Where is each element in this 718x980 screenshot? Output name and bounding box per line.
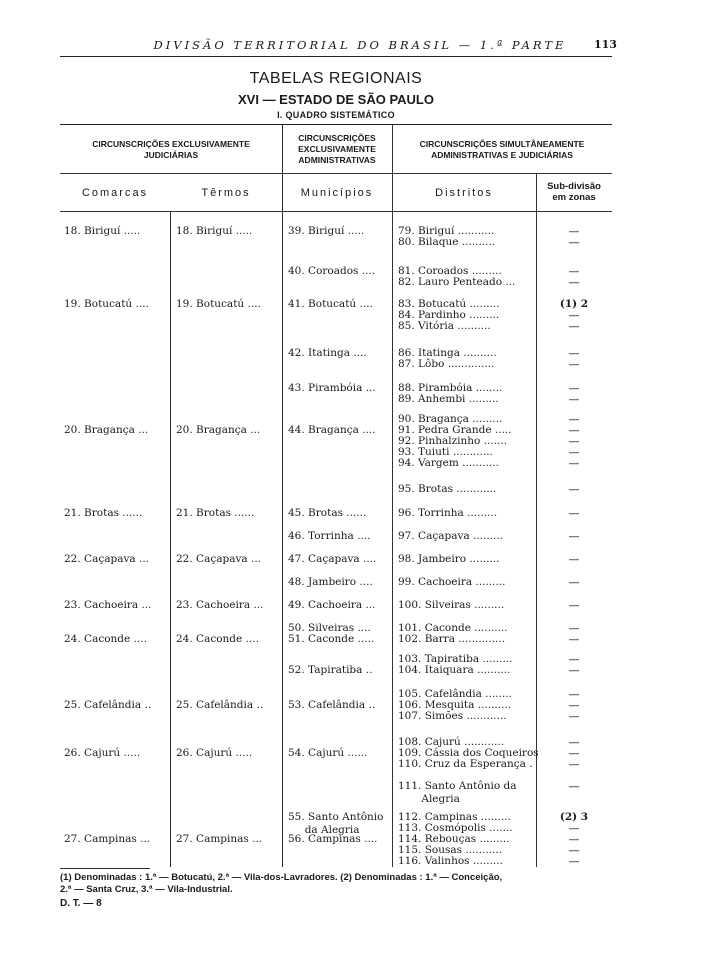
- header-divider: [60, 173, 612, 174]
- distrito-entry: 81. Coroados .........: [398, 265, 502, 277]
- distrito-entry: 115. Sousas ...........: [398, 844, 503, 856]
- footnote-rule: [60, 868, 150, 869]
- distrito-entry: 101. Caconde ..........: [398, 622, 508, 634]
- municipio-entry: 48. Jambeiro ....: [288, 576, 373, 588]
- running-head: DIVISÃO TERRITORIAL DO BRASIL — 1.ª PARTE: [153, 38, 567, 52]
- municipio-entry: 49. Cachoeira ...: [288, 599, 376, 611]
- col-header-subdivisao: Sub-divisão em zonas: [547, 181, 601, 203]
- distrito-entry: 114. Rebouças .........: [398, 833, 510, 845]
- zone-dash: —: [568, 633, 580, 646]
- zone-dash: —: [568, 382, 580, 395]
- termo-entry: 24. Caconde ....: [176, 633, 259, 645]
- distrito-entry: 85. Vitória ..........: [398, 320, 491, 332]
- distrito-entry: 98. Jambeiro .........: [398, 553, 500, 565]
- zone-dash: —: [568, 358, 580, 371]
- municipio-entry: 41. Botucatú ....: [288, 298, 373, 310]
- group-header-simultaneas: CIRCUNSCRIÇÕES SIMULTÂNEAMENTE ADMINISTRATIVAS E JUDICIÁRIAS: [419, 139, 585, 160]
- zone-dash: —: [568, 276, 580, 289]
- distrito-entry: 91. Pedra Grande .....: [398, 424, 512, 436]
- municipio-entry: 54. Cajurú ......: [288, 747, 368, 759]
- distrito-entry: 110. Cruz da Esperança .: [398, 758, 533, 770]
- col-header-termos: Têrmos: [201, 187, 251, 199]
- distrito-entry: 79. Biriguí ...........: [398, 225, 495, 237]
- comarca-entry: 18. Biriguí .....: [64, 225, 141, 237]
- page-title: TABELAS REGIONAIS: [249, 70, 423, 87]
- col-rule-3: [392, 125, 393, 867]
- zone-count: (2) 3: [559, 811, 589, 823]
- distrito-entry: 106. Mesquita ..........: [398, 699, 512, 711]
- municipio-entry: 43. Pirambóia ...: [288, 382, 376, 394]
- distrito-entry: 107. Simões ............: [398, 710, 507, 722]
- distrito-entry: 86. Itatinga ..........: [398, 347, 497, 359]
- municipio-entry: 53. Cafelândia ..: [288, 699, 376, 711]
- page-subtitle: XVI — ESTADO DE SÃO PAULO: [238, 92, 434, 107]
- municipio-entry: 39. Biriguí .....: [288, 225, 365, 237]
- header-rule: [60, 56, 612, 57]
- municipio-entry: 44. Bragança ....: [288, 424, 376, 436]
- zone-dash: —: [568, 320, 580, 333]
- distrito-entry: 90. Bragança .........: [398, 413, 503, 425]
- zone-dash: —: [568, 855, 580, 868]
- zone-dash: —: [568, 844, 580, 857]
- zone-dash: —: [568, 576, 580, 589]
- col-header-comarcas: Comarcas: [81, 187, 149, 199]
- zone-dash: —: [568, 833, 580, 846]
- municipio-entry: 55. Santo Antônio da Alegria: [288, 811, 384, 836]
- col-rule-2: [282, 125, 283, 867]
- zone-dash: —: [568, 424, 580, 437]
- distrito-entry: 104. Itaiquara ..........: [398, 664, 511, 676]
- municipio-entry: 45. Brotas ......: [288, 507, 367, 519]
- termo-entry: 21. Brotas ......: [176, 507, 255, 519]
- zone-dash: —: [568, 265, 580, 278]
- col-header-distritos: Distritos: [435, 187, 493, 199]
- group-header-administrativas: CIRCUNSCRIÇÕES EXCLUSIVAMENTE ADMINISTRATIVAS: [298, 133, 376, 165]
- municipio-entry: 50. Silveiras ....: [288, 622, 371, 634]
- comarca-entry: 27. Campinas ...: [64, 833, 151, 845]
- municipio-entry: 46. Torrinha ....: [288, 530, 371, 542]
- termo-entry: 26. Cajurú .....: [176, 747, 253, 759]
- municipio-entry: 51. Caconde .....: [288, 633, 375, 645]
- zone-dash: —: [568, 736, 580, 749]
- zone-dash: —: [568, 347, 580, 360]
- distrito-entry: 99. Cachoeira .........: [398, 576, 506, 588]
- zone-dash: —: [568, 599, 580, 612]
- distrito-entry: 84. Pardinho .........: [398, 309, 500, 321]
- distrito-entry: 116. Valinhos .........: [398, 855, 503, 867]
- municipio-entry: 47. Caçapava ....: [288, 553, 377, 565]
- distrito-entry: 108. Cajurú ............: [398, 736, 505, 748]
- zone-dash: —: [568, 225, 580, 238]
- distrito-entry: 92. Pinhalzinho .......: [398, 435, 508, 447]
- municipio-entry: 52. Tapiratiba ..: [288, 664, 373, 676]
- distrito-entry: 82. Lauro Penteado ...: [398, 276, 516, 288]
- zone-dash: —: [568, 413, 580, 426]
- comarca-entry: 25. Cafelândia ..: [64, 699, 152, 711]
- termo-entry: 23. Cachoeira ...: [176, 599, 264, 611]
- zone-dash: —: [568, 435, 580, 448]
- comarca-entry: 20. Bragança ...: [64, 424, 149, 436]
- zone-dash: —: [568, 780, 580, 793]
- zone-dash: —: [568, 822, 580, 835]
- termo-entry: 27. Campinas ...: [176, 833, 263, 845]
- termo-entry: 18. Biriguí .....: [176, 225, 253, 237]
- distrito-entry: 95. Brotas ............: [398, 483, 497, 495]
- zone-dash: —: [568, 553, 580, 566]
- section-title: I. QUADRO SISTEMÁTICO: [277, 110, 395, 120]
- col-rule-1: [170, 211, 171, 867]
- zone-dash: —: [568, 446, 580, 459]
- zone-dash: —: [568, 530, 580, 543]
- zone-dash: —: [568, 688, 580, 701]
- zone-dash: —: [568, 710, 580, 723]
- comarca-entry: 26. Cajurú .....: [64, 747, 141, 759]
- distrito-entry: 105. Cafelândia ........: [398, 688, 512, 700]
- footnote-line-2: 2.ª — Santa Cruz, 3.ª — Vila-Industrial.: [60, 884, 233, 895]
- col-header-municipios: Municípios: [300, 187, 374, 199]
- zone-dash: —: [568, 507, 580, 520]
- distrito-entry: 93. Tuiuti ............: [398, 446, 493, 458]
- column-header-divider: [60, 211, 612, 212]
- municipio-entry: 40. Coroados ....: [288, 265, 376, 277]
- zone-dash: —: [568, 622, 580, 635]
- distrito-entry: 94. Vargem ...........: [398, 457, 499, 469]
- zone-dash: —: [568, 483, 580, 496]
- comarca-entry: 24. Caconde ....: [64, 633, 147, 645]
- distrito-entry: 103. Tapiratiba .........: [398, 653, 513, 665]
- col-rule-4: [536, 173, 537, 867]
- group-header-judiciarias: CIRCUNSCRIÇÕES EXCLUSIVAMENTE JUDICIÁRIAS: [92, 139, 250, 160]
- distrito-entry: 111. Santo Antônio da Alegria: [398, 780, 517, 805]
- distrito-entry: 100. Silveiras .........: [398, 599, 505, 611]
- distrito-entry: 109. Cássia dos Coqueiros: [398, 747, 539, 759]
- zone-dash: —: [568, 699, 580, 712]
- zone-dash: —: [568, 747, 580, 760]
- comarca-entry: 23. Cachoeira ...: [64, 599, 152, 611]
- termo-entry: 22. Caçapava ...: [176, 553, 261, 565]
- distrito-entry: 83. Botucatú .........: [398, 298, 500, 310]
- regional-table: [60, 124, 612, 867]
- zone-dash: —: [568, 457, 580, 470]
- zone-dash: —: [568, 664, 580, 677]
- distrito-entry: 80. Bilaque ..........: [398, 236, 496, 248]
- termo-entry: 20. Bragança ...: [176, 424, 261, 436]
- distrito-entry: 96. Torrinha .........: [398, 507, 498, 519]
- footnote-line-1: (1) Denominadas : 1.ª — Botucatú, 2.ª — Vila-dos-Lavradores. (2) Denominadas : 1.ª — Conceição,: [60, 872, 503, 883]
- termo-entry: 19. Botucatú ....: [176, 298, 261, 310]
- comarca-entry: 21. Brotas ......: [64, 507, 143, 519]
- signature-mark: D. T. — 8: [60, 898, 102, 909]
- zone-dash: —: [568, 309, 580, 322]
- zone-dash: —: [568, 758, 580, 771]
- municipio-entry: 56. Campinas ....: [288, 833, 378, 845]
- municipio-entry: 42. Itatinga ....: [288, 347, 367, 359]
- termo-entry: 25. Cafelândia ..: [176, 699, 264, 711]
- distrito-entry: 89. Anhembi .........: [398, 393, 499, 405]
- zone-dash: —: [568, 653, 580, 666]
- comarca-entry: 19. Botucatú ....: [64, 298, 149, 310]
- distrito-entry: 87. Lôbo ..............: [398, 358, 495, 370]
- zone-dash: —: [568, 236, 580, 249]
- distrito-entry: 97. Caçapava .........: [398, 530, 504, 542]
- zone-count: (1) 2: [559, 298, 589, 310]
- distrito-entry: 112. Campinas .........: [398, 811, 511, 823]
- distrito-entry: 113. Cosmópolis .......: [398, 822, 513, 834]
- distrito-entry: 88. Pirambóia ........: [398, 382, 503, 394]
- comarca-entry: 22. Caçapava ...: [64, 553, 149, 565]
- distrito-entry: 102. Barra ..............: [398, 633, 506, 645]
- page-number: 113: [594, 38, 617, 51]
- zone-dash: —: [568, 393, 580, 406]
